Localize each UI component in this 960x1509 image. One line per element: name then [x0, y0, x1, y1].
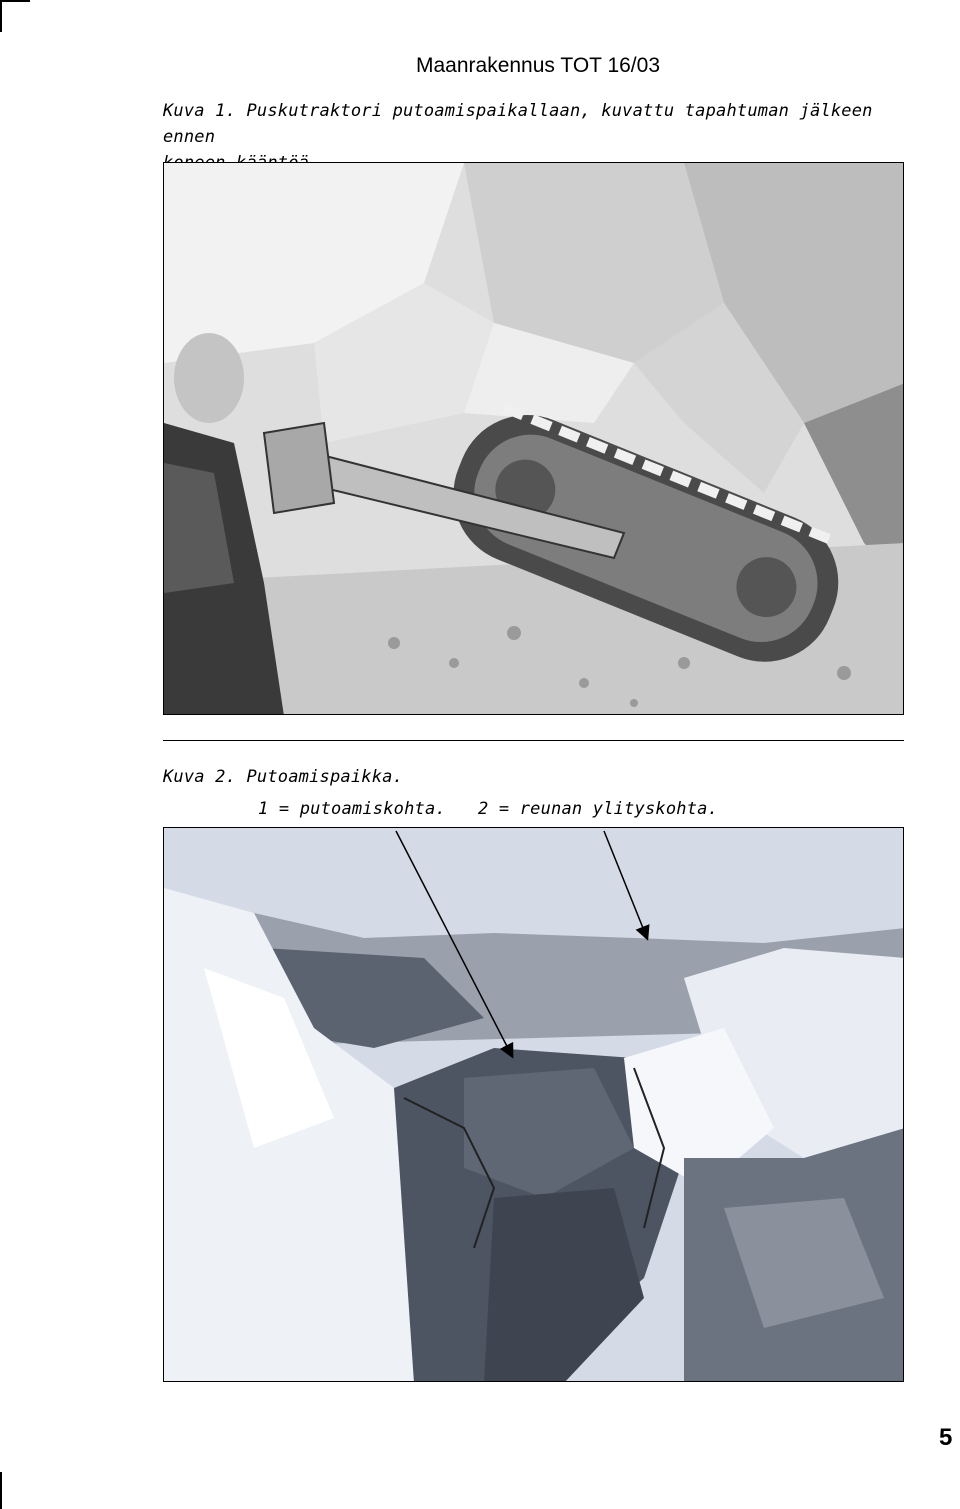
figure1-photo-bulldozer [163, 162, 904, 715]
page-header-title: Maanrakennus TOT 16/03 [416, 54, 660, 77]
figure2-photo-fall-site [163, 827, 904, 1382]
crop-mark-bottom [0, 1472, 2, 1509]
figure2-caption: Kuva 2. Putoamispaikka. [163, 767, 404, 787]
crop-mark-top [0, 0, 30, 32]
figure2-label-2: 2 = reunan ylityskohta. [478, 799, 719, 819]
page-number: 5 [939, 1424, 953, 1451]
figure2-label-1: 1 = putoamiskohta. [258, 799, 446, 819]
section-divider [163, 740, 904, 741]
figure1-caption-line1: Kuva 1. Puskutraktori putoamispaikallaan, kuvattu tapahtuman jälkeen ennen [163, 101, 873, 147]
